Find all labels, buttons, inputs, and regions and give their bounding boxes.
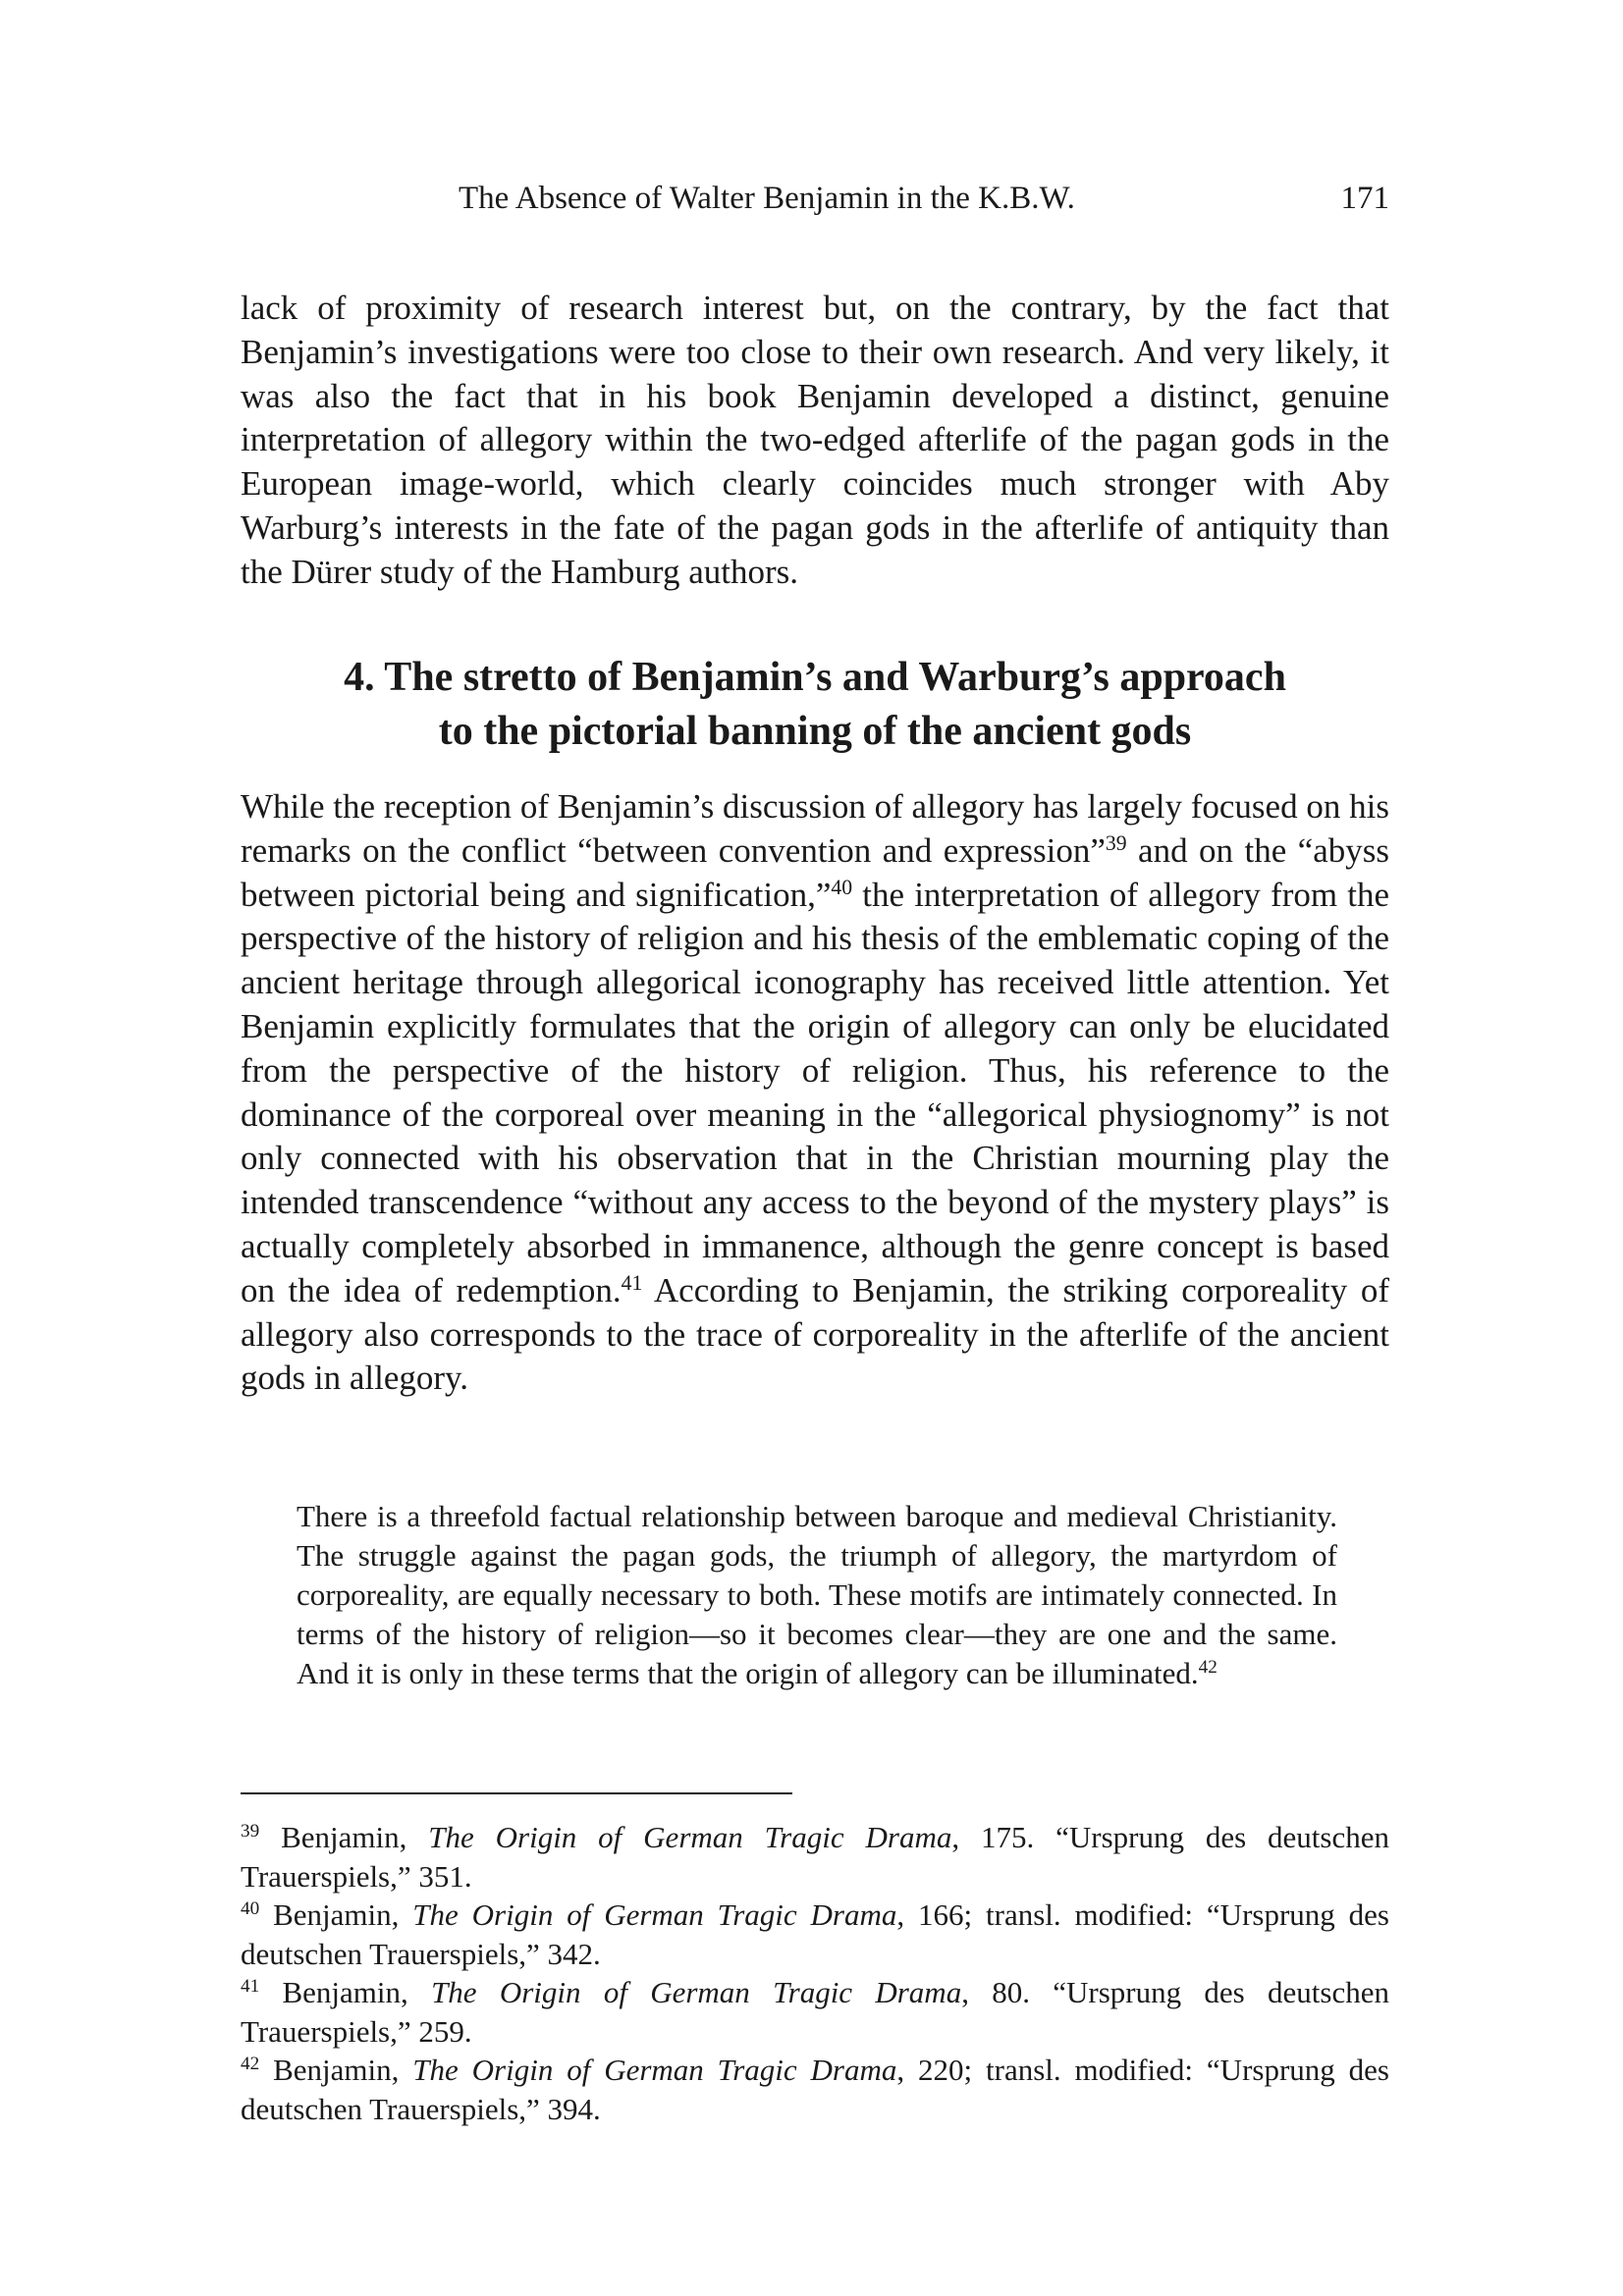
footnote-author: Benjamin, — [259, 1820, 429, 1854]
running-header — [241, 175, 1389, 222]
footnote-39 — [241, 1818, 1389, 1896]
running-title: The Absence of Walter Benjamin in the K.B.W. — [459, 181, 1075, 216]
footnote-title: The Origin of German Tragic Drama — [412, 1897, 897, 1932]
section-heading — [241, 651, 1389, 759]
paragraph-main — [241, 785, 1389, 1401]
page-number: 171 — [1340, 181, 1389, 216]
footnote-41 — [241, 1973, 1389, 2051]
footnote-40 — [241, 1896, 1389, 1973]
footnote-author: Benjamin, — [259, 1975, 432, 2009]
footnotes-list — [241, 1818, 1389, 2128]
block-quote-text: There is a threefold factual relationship between baroque and medieval Christianity. The struggle against the pagan gods, the triumph of allegory, the martyrdom of corporeality, are equally necessary to both. These motifs are intimately connected. In terms of the history of religion—so it becomes clear—they are one and the same. And it is only in these terms that the origin of allegory can be illuminated. — [297, 1499, 1337, 1690]
footnote-ref-39[interactable]: 39 — [1105, 830, 1127, 855]
footnote-ref-42[interactable]: 42 — [1198, 1657, 1217, 1679]
footnote-divider — [241, 1792, 792, 1794]
footnote-title: The Origin of German Tragic Drama — [431, 1975, 962, 2009]
footnote-author: Benjamin, — [259, 1897, 413, 1932]
footnote-ref-41[interactable]: 41 — [621, 1270, 643, 1295]
paragraph-main-text-4: According to Benjamin, the striking corporeality of allegory also corresponds to the trace of corporeality in the afterlife of the ancient gods in allegory. — [241, 1270, 1389, 1398]
footnote-title: The Origin of German Tragic Drama — [412, 2053, 897, 2087]
paragraph-main-text-2: and on the “abyss between pictorial being and signification,” — [241, 830, 1389, 914]
footnote-citation: , 175. “Ursprung des deutschen Trauerspiels,” 351. — [241, 1820, 1389, 1894]
footnote-citation: , 80. “Ursprung des deutschen Trauerspiels,” 259. — [241, 1975, 1389, 2049]
section-heading-line-2: to the pictorial banning of the ancient gods — [438, 709, 1192, 754]
footnote-42 — [241, 2051, 1389, 2128]
footnote-number: 40 — [241, 1898, 260, 1920]
section-heading-line-1: 4. The stretto of Benjamin’s and Warburg’s approach — [344, 655, 1286, 700]
block-quote — [297, 1497, 1337, 1693]
footnote-number: 39 — [241, 1821, 260, 1842]
footnote-ref-40[interactable]: 40 — [831, 875, 853, 899]
footnote-number: 41 — [241, 1976, 260, 1998]
footnote-citation: , 166; transl. modified: “Ursprung des deutschen Trauerspiels,” 342. — [241, 1897, 1389, 1971]
paragraph-main-text-1: While the reception of Benjamin’s discussion of allegory has largely focused on his remarks on the conflict “between convention and expression” — [241, 787, 1389, 870]
footnote-author: Benjamin, — [259, 2053, 413, 2087]
paragraph-continued: lack of proximity of research interest but, on the contrary, by the fact that Benjamin’s investigations were too close to their own research. And very likely, it was also the fact that in his book Benjamin developed a distinct, genuine interpretation of allegory within the two-edged afterlife of the pagan gods in the European image-world, which clearly coincides much stronger with Aby Warburg’s interests in the fate of the pagan gods in the afterlife of antiquity than the Dürer study of the Hamburg authors. — [241, 289, 1389, 591]
paragraph-main-text-3: the interpretation of allegory from the perspective of the history of religion and his thesis of the emblematic coping of the ancient heritage through allegorical iconography has received little attention. Yet Benjamin explicitly formulates that the origin of allegory can only be elucidated from the perspective of the history of religion. Thus, his reference to the dominance of the corporeal over meaning in the “allegorical physiognomy” is not only connected with his observation that in the Christian mourning play the intended transcendence “without any access to the beyond of the mystery plays” is actually completely absorbed in immanence, although the genre concept is based on the idea of redemption. — [241, 875, 1389, 1309]
footnote-citation: , 220; transl. modified: “Ursprung des deutschen Trauerspiels,” 394. — [241, 2053, 1389, 2126]
footnote-title: The Origin of German Tragic Drama — [428, 1820, 952, 1854]
footnote-number: 42 — [241, 2054, 260, 2075]
